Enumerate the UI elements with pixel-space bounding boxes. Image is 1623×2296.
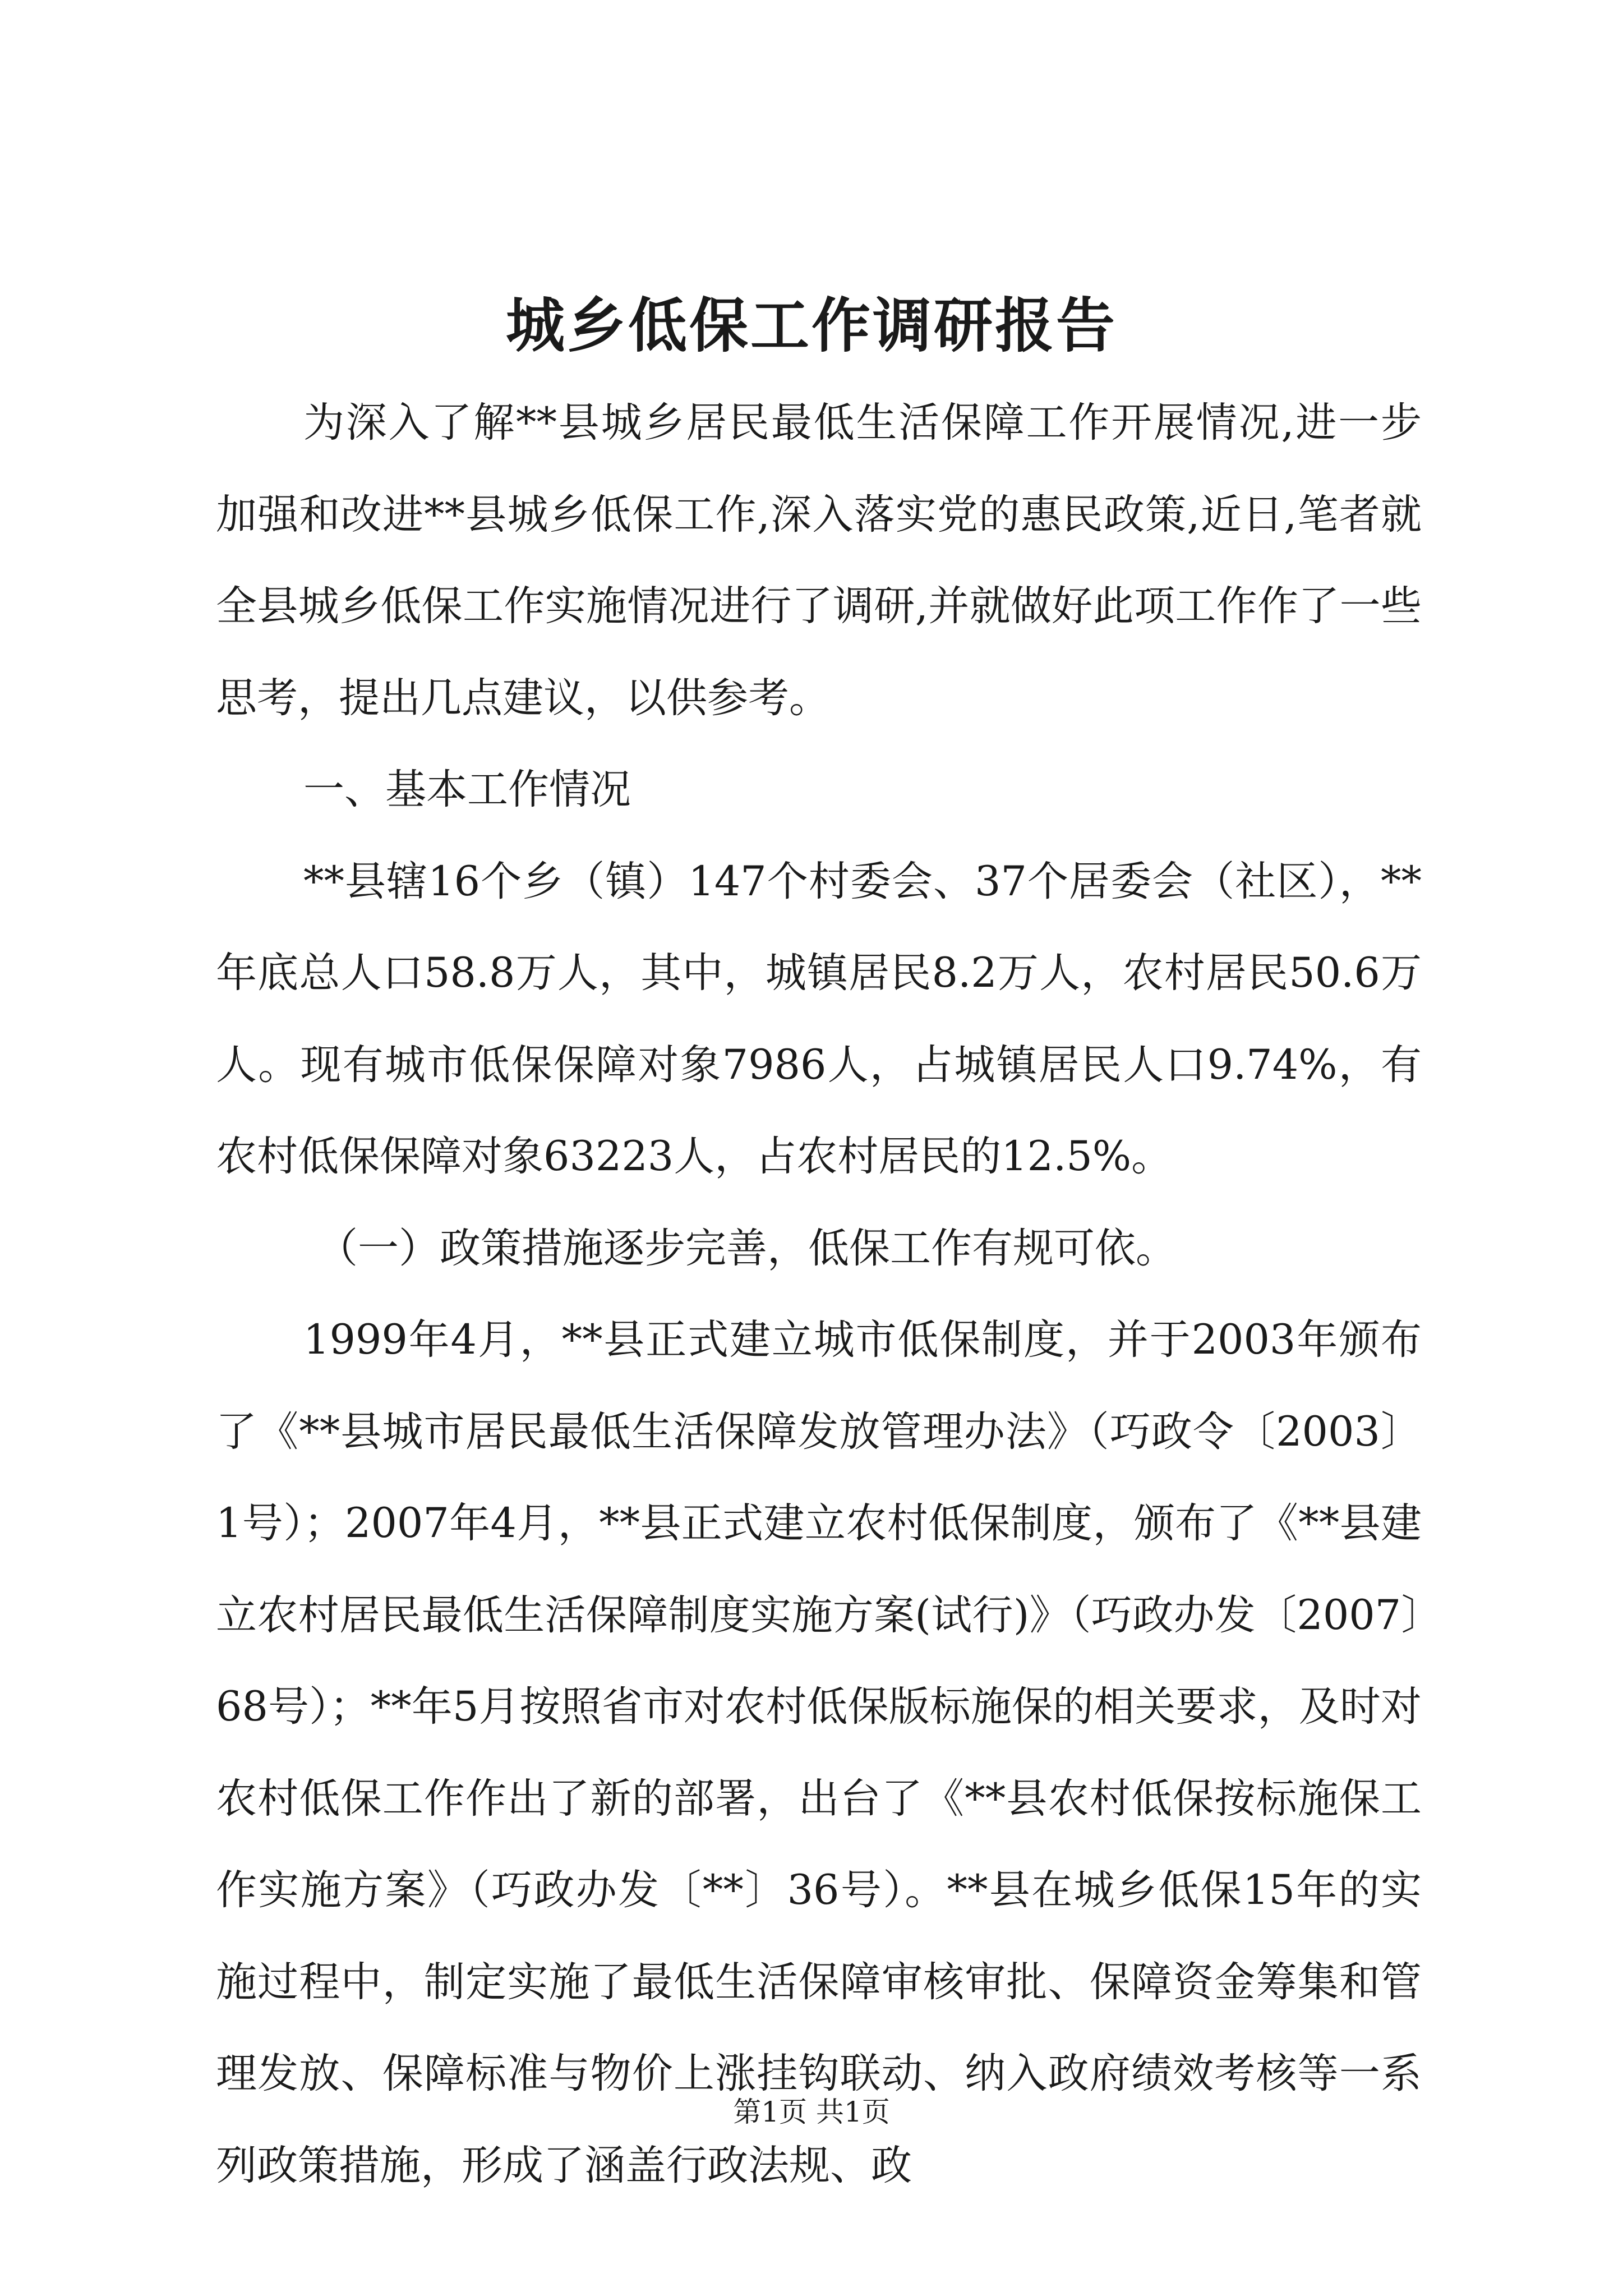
document-title: 城乡低保工作调研报告 [505,291,1117,360]
subsection-heading: （一）政策措施逐步完善，低保工作有规可依。 [317,1224,1177,1272]
intro-paragraph: 为深入了解**县城乡居民最低生活保障工作开展情况,进一步加强和改进**县城乡低保工作,深入落实党的惠民政策,近日,笔者就全县城乡低保工作实施情况进行了调研,并就做好此项工作作了一些思考，提出几点建议，以供参考。 [216,399,1422,722]
basic-situation-paragraph: **县辖16个乡（镇）147个村委会、37个居委会（社区），**年底总人口58.8万人，其中，城镇居民8.2万人，农村居民50.6万人。现有城市低保保障对象7986人，占城镇居民人口9.74%，有农村低保保障对象63223人，占农村居民的12.5%。 [216,857,1422,1180]
document-body [216,377,1422,2211]
section-heading: 一、基本工作情况 [303,766,631,813]
page-number-footer: 第1页 共1页 [733,2096,890,2128]
policy-paragraph: 1999年4月，**县正式建立城市低保制度，并于2003年颁布了《**县城市居民最低生活保障发放管理办法》（巧政令〔2003〕1号）；2007年4月，**县正式建立农村低保制度，颁布了《**县建立农村居民最低生活保障制度实施方案(试行)》（巧政办发〔2007〕68号）；**年5月按照省市对农村低保版标施保的相关要求，及时对农村低保工作作出了新的部署，出台了《**县农村低保按标施保工作实施方案》（巧政办发〔**〕36号）。**县在城乡低保15年的实施过程中，制定实施了最低生活保障审核审批、保障资金筹集和管理发放、保障标准与物价上涨挂钩联动、纳入政府绩效考核等一系列政策措施，形成了涵盖行政法规、政 [216,1316,1422,2189]
